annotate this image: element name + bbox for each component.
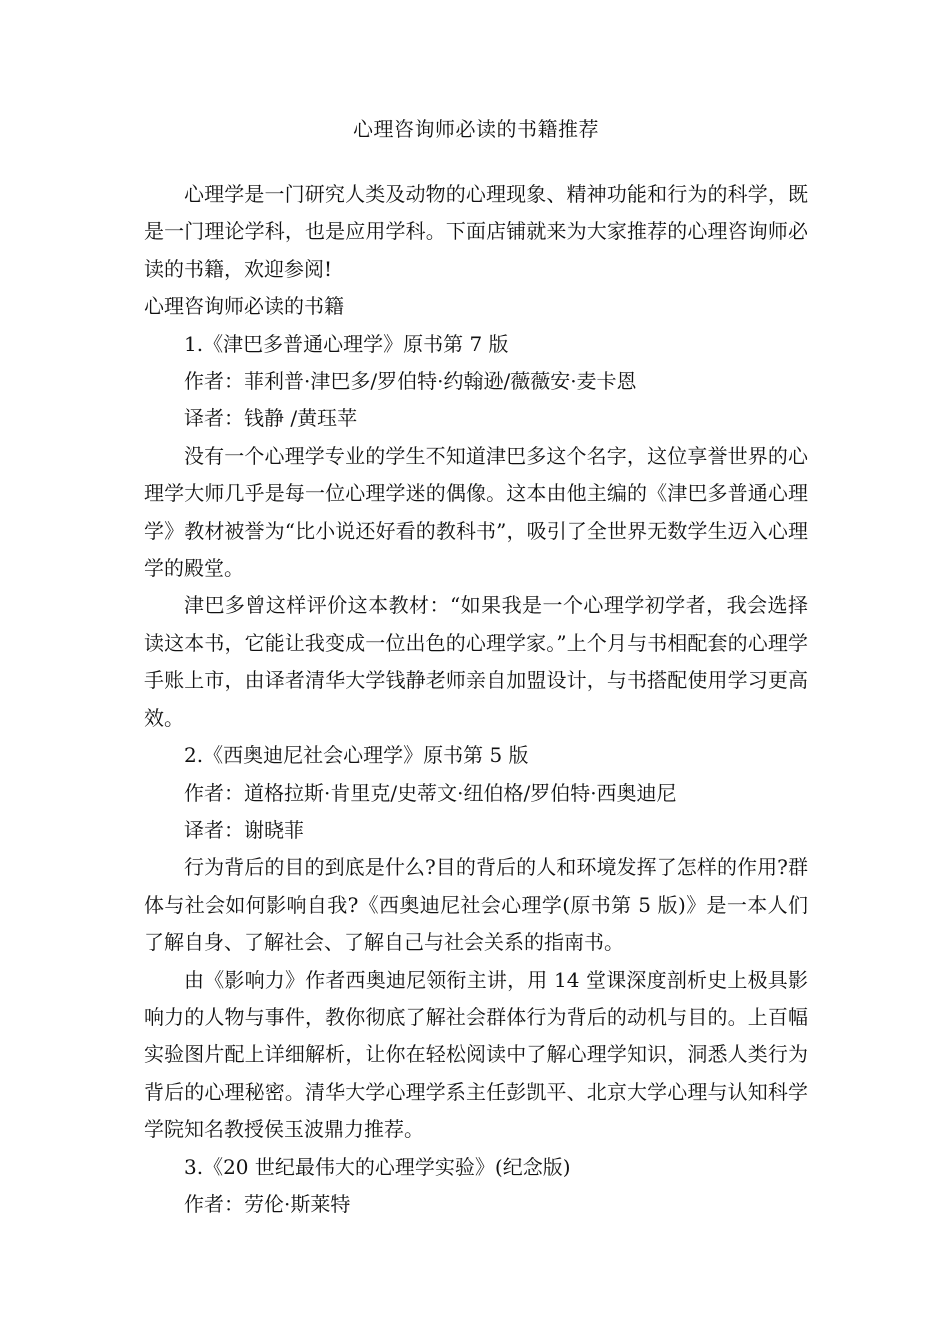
book-2-heading: 2.《西奥迪尼社会心理学》原书第 5 版 xyxy=(184,743,529,768)
book-3-author: 作者：劳伦·斯莱特 xyxy=(184,1191,351,1216)
book-1-heading: 1.《津巴多普通心理学》原书第 7 版 xyxy=(184,331,509,356)
book-2-author: 作者：道格拉斯·肯里克/史蒂文·纽伯格/罗伯特·西奥迪尼 xyxy=(184,780,677,805)
document-title: 心理咨询师必读的书籍推荐 xyxy=(353,117,599,141)
book-2-paragraph-1: 行为背后的目的到底是什么?目的背后的人和环境发挥了怎样的作用?群体与社会如何影响自我?《西奥迪尼社会心理学(原书第 5 版)》是一本人们了解自身、了解社会、了解自己与社会关系的指南书。 xyxy=(144,855,808,955)
book-1-paragraph-2: 津巴多曾这样评价这本教材：“如果我是一个心理学初学者，我会选择读这本书，它能让我变成一位出色的心理学家。”上个月与书相配套的心理学手账上市，由译者清华大学钱静老师亲自加盟设计，与书搭配使用学习更高效。 xyxy=(144,593,808,730)
section-heading: 心理咨询师必读的书籍 xyxy=(144,294,344,319)
document-body xyxy=(144,176,808,1223)
book-2-paragraph-2: 由《影响力》作者西奥迪尼领衔主讲，用 14 堂课深度剖析史上极具影响力的人物与事件，教你彻底了解社会群体行为背后的动机与目的。上百幅实验图片配上详细解析，让你在轻松阅读中了解心理学知识，洞悉人类行为背后的心理秘密。清华大学心理学系主任彭凯平、北京大学心理与认知科学学院知名教授侯玉波鼎力推荐。 xyxy=(144,967,808,1142)
book-3-heading: 3.《20 世纪最伟大的心理学实验》(纪念版) xyxy=(184,1154,571,1179)
intro-paragraph: 心理学是一门研究人类及动物的心理现象、精神功能和行为的科学，既是一门理论学科，也是应用学科。下面店铺就来为大家推荐的心理咨询师必读的书籍，欢迎参阅! xyxy=(144,182,808,281)
book-1-paragraph-1: 没有一个心理学专业的学生不知道津巴多这个名字，这位享誉世界的心理学大师几乎是每一位心理学迷的偶像。这本由他主编的《津巴多普通心理学》教材被誉为“比小说还好看的教科书”，吸引了全世界无数学生迈入心理学的殿堂。 xyxy=(144,443,808,581)
book-1-translator: 译者：钱静 /黄珏苹 xyxy=(184,406,358,431)
book-2-translator: 译者：谢晓菲 xyxy=(184,817,304,842)
book-1-author: 作者：菲利普·津巴多/罗伯特·约翰逊/薇薇安·麦卡恩 xyxy=(184,369,637,394)
